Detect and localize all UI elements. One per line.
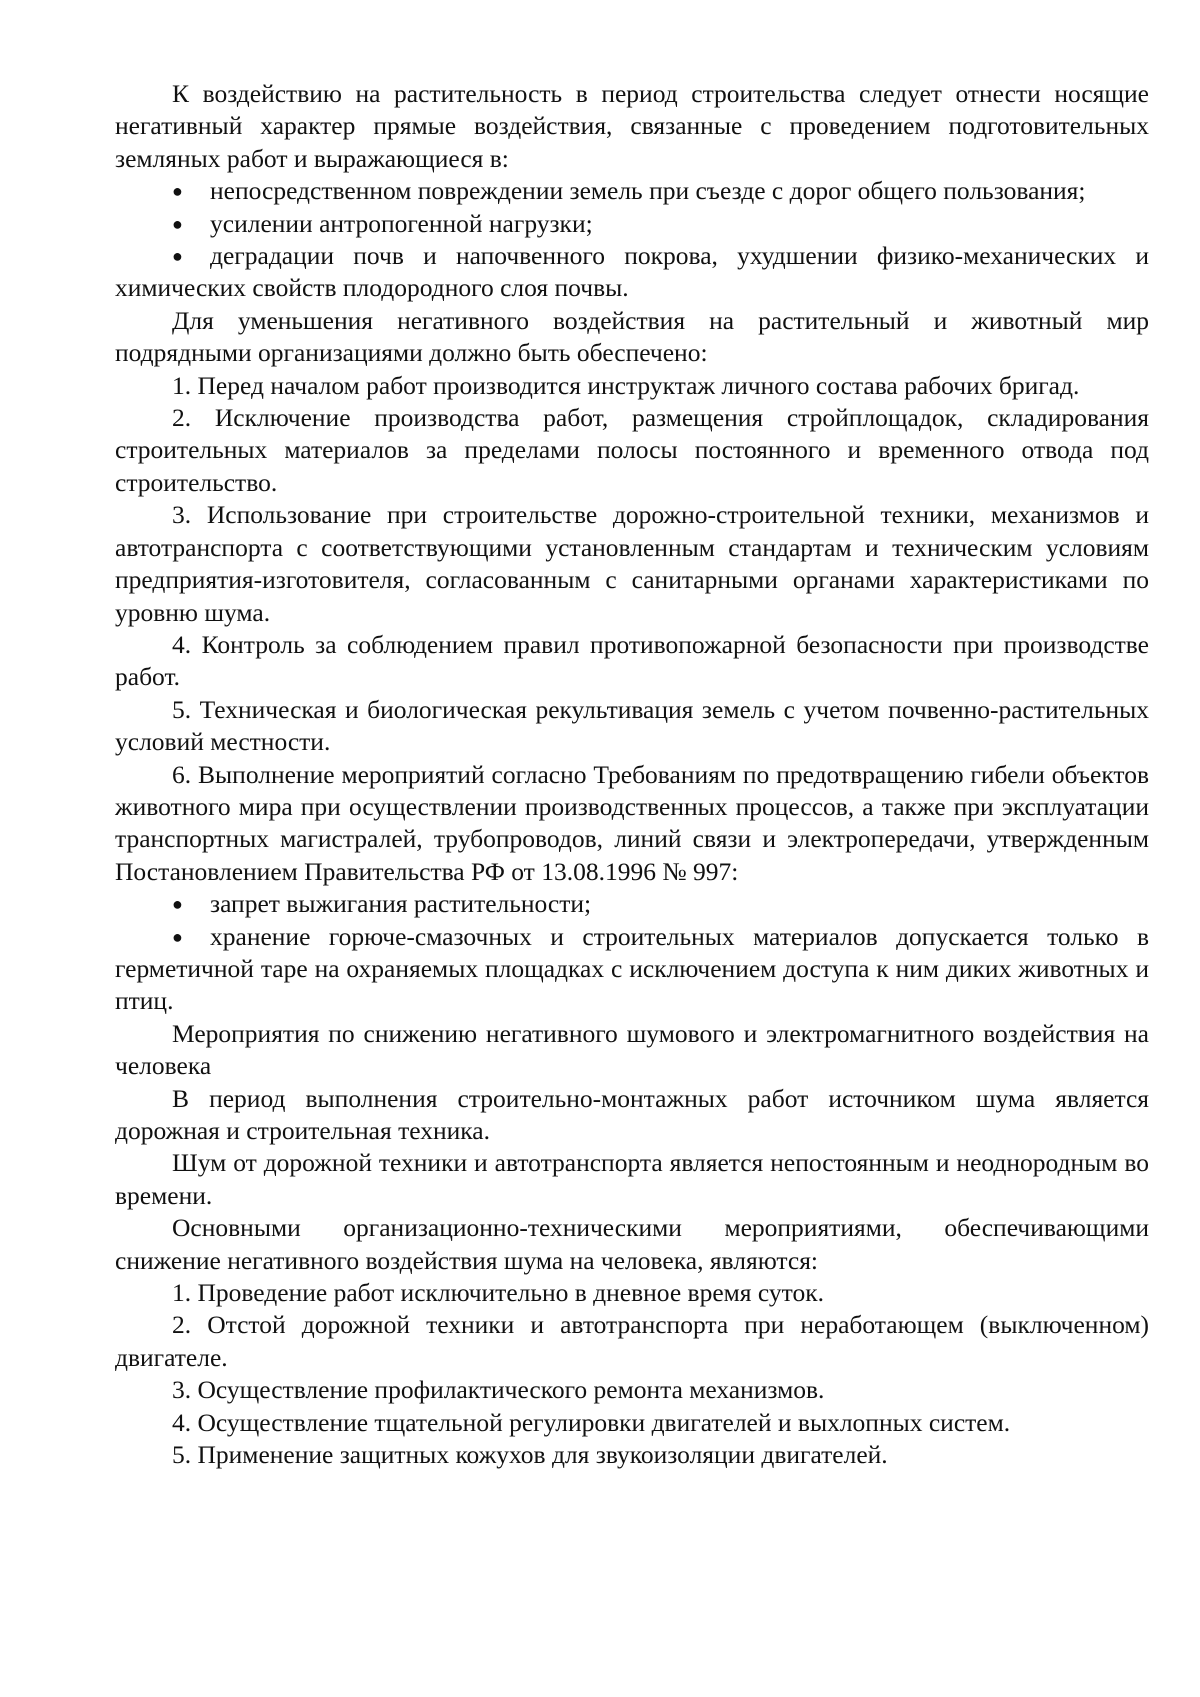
bullet-item <box>115 921 1149 1018</box>
numbered-item: 4. Осуществление тщательной регулировки двигателей и выхлопных систем. <box>172 1407 1011 1437</box>
numbered-item: 3. Осуществление профилактического ремонта механизмов. <box>172 1375 825 1405</box>
numbered-item: 5. Техническая и биологическая рекультивация земель с учетом почвенно-растительных условий местности. <box>115 694 1149 757</box>
section-heading-noise: Мероприятия по снижению негативного шумового и электромагнитного воздействия на человека <box>115 1018 1149 1081</box>
numbered-item: 2. Исключение производства работ, размещения стройплощадок, складирования строительных материалов за пределами полосы постоянного и временного отвода под строительство. <box>115 403 1149 497</box>
paragraph-noise-source: В период выполнения строительно-монтажных работ источником шума является дорожная и строительная техника. <box>115 1083 1149 1145</box>
bullet-icon: ● <box>172 246 183 267</box>
bullet-item <box>115 240 1149 305</box>
bullet-item <box>115 208 1149 240</box>
bullet-text: непосредственном повреждении земель при съезде с дорог общего пользования; <box>210 176 1086 206</box>
bullet-icon: ● <box>172 181 183 202</box>
paragraph-intro-measures: Для уменьшения негативного воздействия на растительный и животный мир подрядными организациями должно быть обеспечено: <box>115 305 1149 368</box>
numbered-item: 2. Отстой дорожной техники и автотранспорта при неработающем (выключенном) двигателе. <box>115 1310 1149 1372</box>
numbered-item: 4. Контроль за соблюдением правил противопожарной безопасности при производстве работ. <box>115 629 1149 692</box>
paragraph-noise-measures-intro: Основными организационно-техническими мероприятиями, обеспечивающими снижение негативного воздействия шума на человека, являются: <box>115 1213 1149 1275</box>
bullet-text: хранение горюче-смазочных и строительных материалов допускается только в герметичной таре на охраняемых площадках с исключением доступа к ним диких животных и птиц. <box>115 921 1149 1016</box>
bullet-text: усилении антропогенной нагрузки; <box>210 208 593 238</box>
numbered-item: 1. Перед началом работ производится инструктаж личного состава рабочих бригад. <box>172 370 1080 400</box>
bullet-text: запрет выжигания растительности; <box>210 889 592 919</box>
numbered-item: 6. Выполнение мероприятий согласно Требованиям по предотвращению гибели объектов животного мира при осуществлении производственных процессов, а также при эксплуатации транспортных магистралей, трубопроводов, линий связи и электропередачи, утвержденным Постановлением Правительства РФ от 13.08.1996 № 997: <box>115 759 1149 886</box>
paragraph-vegetation-impact: К воздействию на растительность в период строительства следует отнести носящие негативный характер прямые воздействия, связанные с проведением подготовительных земляных работ и выражающиеся в: <box>115 79 1149 173</box>
paragraph-noise-nature: Шум от дорожной техники и автотранспорта является непостоянным и неоднородным во времени. <box>115 1148 1149 1210</box>
bullet-text: деградации почв и напочвенного покрова, ухудшении физико-механических и химических свойств плодородного слоя почвы. <box>115 241 1149 303</box>
bullet-icon: ● <box>172 926 183 947</box>
bullet-icon: ● <box>172 213 183 234</box>
bullet-item <box>115 888 1149 920</box>
numbered-item: 1. Проведение работ исключительно в дневное время суток. <box>172 1278 824 1308</box>
bullet-icon: ● <box>172 894 183 915</box>
document-body <box>115 78 1149 1471</box>
numbered-item: 5. Применение защитных кожухов для звукоизоляции двигателей. <box>172 1440 888 1470</box>
numbered-item: 3. Использование при строительстве дорожно-строительной техники, механизмов и автотранспорта с соответствующими установленным стандартам и техническим условиям предприятия-изготовителя, согласованным с санитарными органами характеристиками по уровню шума. <box>115 500 1149 627</box>
bullet-item <box>115 175 1149 207</box>
